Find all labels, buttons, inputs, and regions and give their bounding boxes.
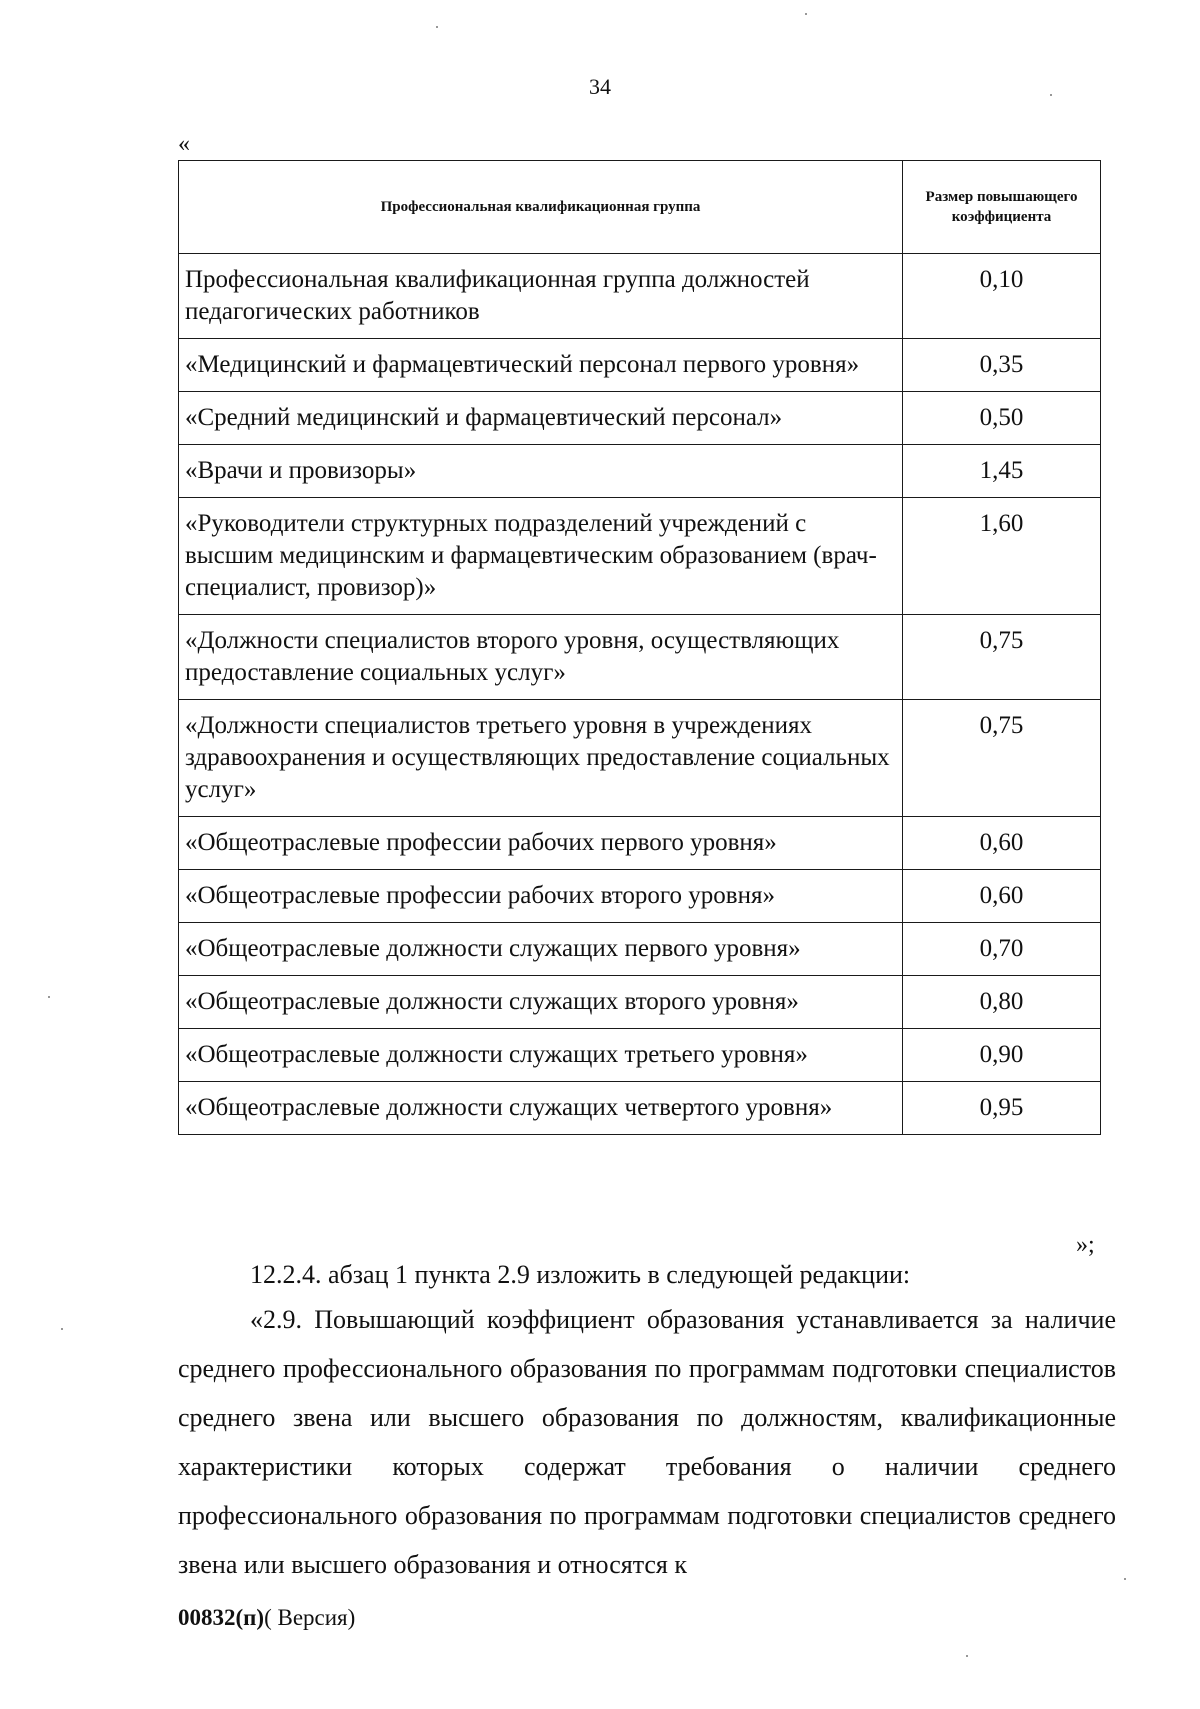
body-paragraph: «2.9. Повышающий коэффициент образования устанавливается за наличие среднего профессионального образования по программам подготовки специалистов среднего звена или высшего образования по должностям, квалификационные характеристики которых содержат требования о наличии среднего профессионального образования по программам подготовки специалистов среднего звена или высшего образования и относятся к: [178, 1305, 1116, 1579]
table-row: [179, 923, 1101, 976]
scan-speck: [436, 26, 438, 28]
coefficient-cell: 0,10: [903, 254, 1101, 339]
table-row: [179, 615, 1101, 700]
amendment-paragraph: 12.2.4. абзац 1 пункта 2.9 изложить в следующей редакции:: [250, 1260, 911, 1289]
table-close-quote: »;: [1076, 1232, 1095, 1258]
table-open-quote: «: [178, 131, 190, 157]
group-cell: «Медицинский и фармацевтический персонал первого уровня»: [179, 339, 903, 392]
coefficient-cell: 0,60: [903, 870, 1101, 923]
table-row: [179, 976, 1101, 1029]
scan-speck: [61, 1328, 63, 1330]
table-row: [179, 1029, 1101, 1082]
group-cell: «Средний медицинский и фармацевтический персонал»: [179, 392, 903, 445]
scan-speck: [1124, 1578, 1126, 1580]
header-group: Профессиональная квалификационная группа: [179, 161, 903, 254]
scan-speck: [48, 996, 50, 998]
group-cell: Профессиональная квалификационная группа должностей педагогических работников: [179, 254, 903, 339]
group-cell: «Должности специалистов второго уровня, осуществляющих предоставление социальных услуг»: [179, 615, 903, 700]
table-row: [179, 1082, 1101, 1135]
table-row: [179, 817, 1101, 870]
table-row: [179, 254, 1101, 339]
scan-speck: [1050, 94, 1052, 96]
table-header-row: [179, 161, 1101, 254]
coefficient-cell: 0,60: [903, 817, 1101, 870]
group-cell: «Общеотраслевые должности служащих второго уровня»: [179, 976, 903, 1029]
document-code: 00832(п): [178, 1605, 265, 1630]
group-cell: «Должности специалистов третьего уровня в учреждениях здравоохранения и осуществляющих предоставление социальных услуг»: [179, 700, 903, 817]
document-footer: [178, 1605, 355, 1631]
group-cell: «Общеотраслевые профессии рабочих второго уровня»: [179, 870, 903, 923]
group-cell: «Общеотраслевые должности служащих первого уровня»: [179, 923, 903, 976]
coefficient-cell: 0,50: [903, 392, 1101, 445]
coefficient-cell: 0,75: [903, 700, 1101, 817]
coefficient-cell: 1,45: [903, 445, 1101, 498]
coefficient-cell: 1,60: [903, 498, 1101, 615]
group-cell: «Общеотраслевые должности служащих четвертого уровня»: [179, 1082, 903, 1135]
table-row: [179, 700, 1101, 817]
table-row: [179, 445, 1101, 498]
coefficient-cell: 0,90: [903, 1029, 1101, 1082]
table-row: [179, 392, 1101, 445]
coefficient-cell: 0,70: [903, 923, 1101, 976]
group-cell: «Общеотраслевые профессии рабочих первого уровня»: [179, 817, 903, 870]
coefficient-cell: 0,95: [903, 1082, 1101, 1135]
coefficient-cell: 0,35: [903, 339, 1101, 392]
table-row: [179, 870, 1101, 923]
document-version: ( Версия): [264, 1605, 356, 1630]
table-body: [179, 254, 1101, 1135]
table-row: [179, 498, 1101, 615]
scan-speck: [966, 1655, 968, 1657]
group-cell: «Врачи и провизоры»: [179, 445, 903, 498]
header-coefficient: Размер повышающего коэффициента: [903, 161, 1101, 254]
group-cell: «Руководители структурных подразделений учреждений с высшим медицинским и фармацевтическим образованием (врач-специалист, провизор)»: [179, 498, 903, 615]
page-number: 34: [589, 74, 611, 99]
coefficient-table: [178, 160, 1101, 1135]
group-cell: «Общеотраслевые должности служащих третьего уровня»: [179, 1029, 903, 1082]
scan-speck: [805, 13, 807, 15]
coefficient-cell: 0,80: [903, 976, 1101, 1029]
table-row: [179, 339, 1101, 392]
coefficient-cell: 0,75: [903, 615, 1101, 700]
